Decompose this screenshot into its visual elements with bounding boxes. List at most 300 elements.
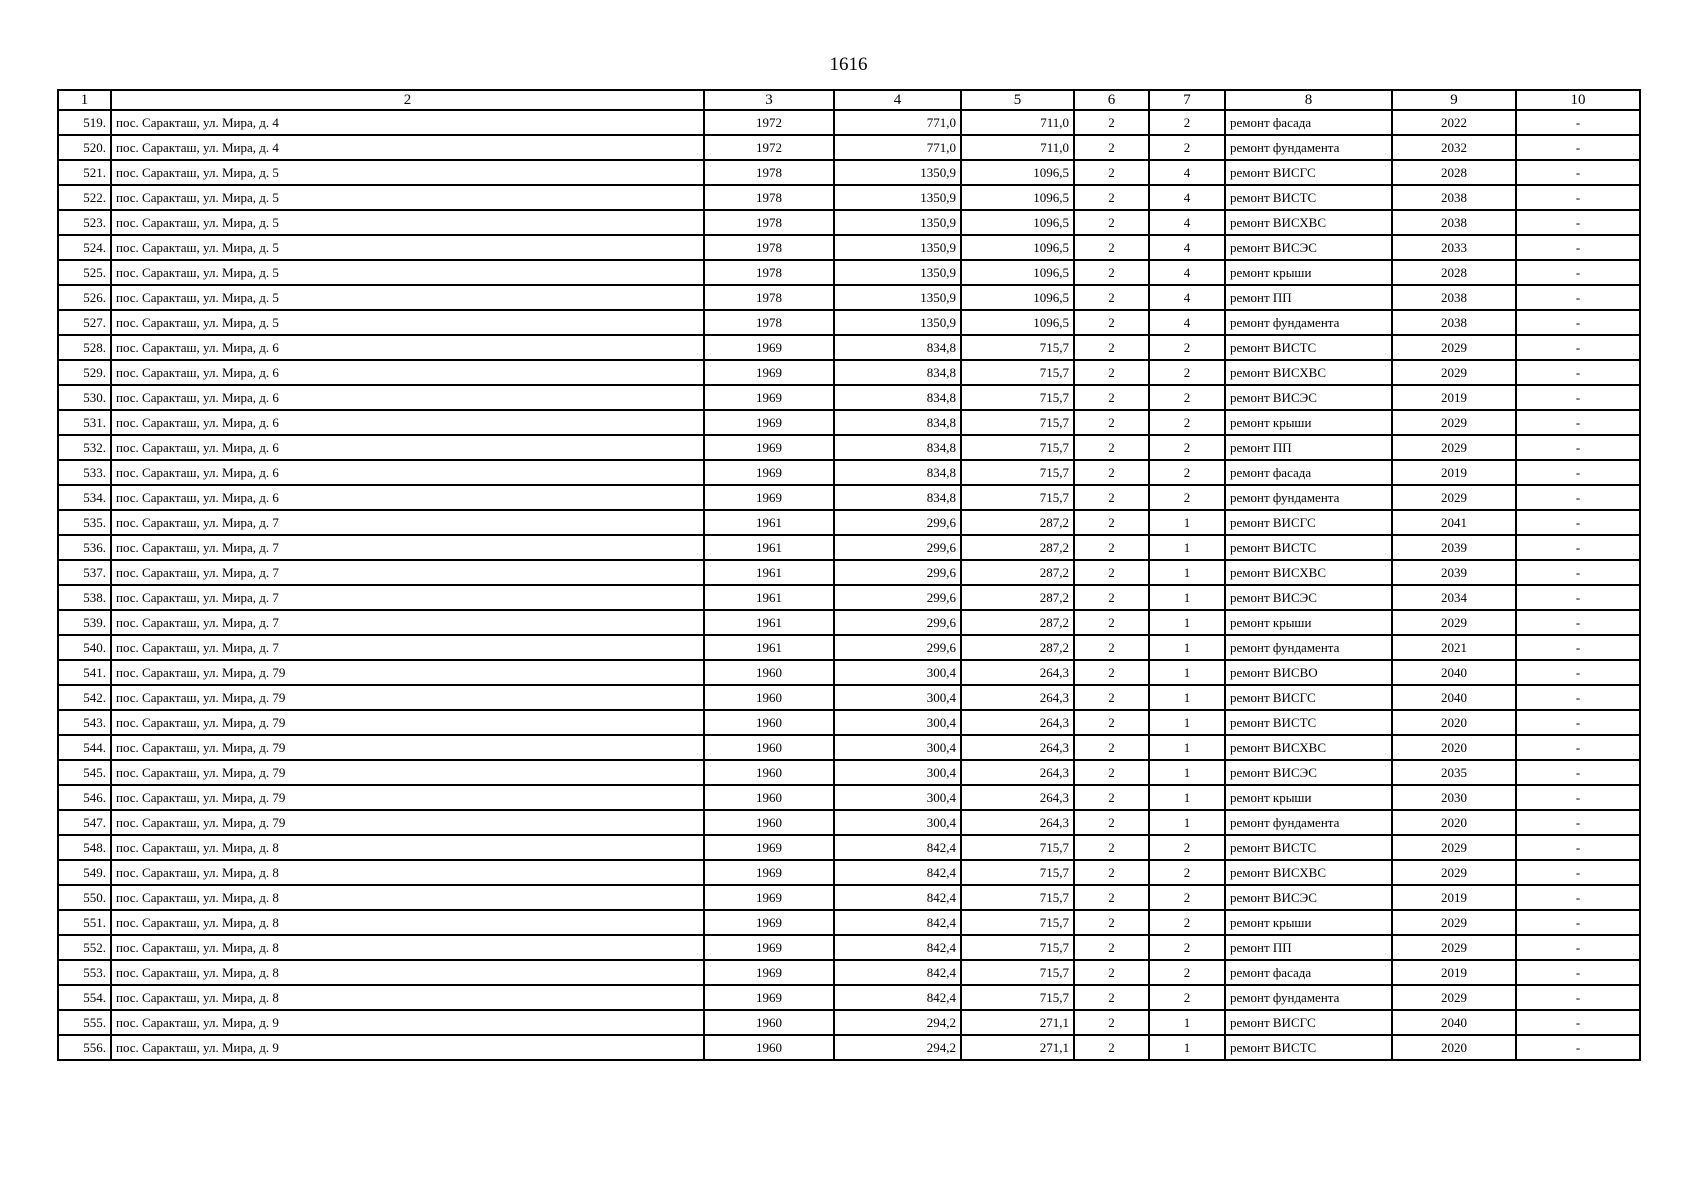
table-row [58,585,1640,610]
column-10-cell: - [1516,810,1640,835]
column-7-cell: 2 [1149,385,1225,410]
work-type-cell: ремонт ВИСЭС [1225,385,1392,410]
living-area-cell: 715,7 [961,335,1074,360]
column-7-cell: 4 [1149,185,1225,210]
work-type-cell: ремонт фасада [1225,960,1392,985]
living-area-cell: 1096,5 [961,310,1074,335]
column-7-cell: 1 [1149,560,1225,585]
living-area-cell: 264,3 [961,710,1074,735]
year-built-cell: 1969 [704,860,834,885]
column-10-cell: - [1516,1035,1640,1060]
column-header-2: 2 [111,90,704,110]
column-6-cell: 2 [1074,160,1149,185]
table-row [58,710,1640,735]
column-7-cell: 4 [1149,260,1225,285]
address-cell: пос. Саракташ, ул. Мира, д. 7 [111,535,704,560]
row-number: 520. [58,135,111,160]
work-type-cell: ремонт крыши [1225,785,1392,810]
column-7-cell: 4 [1149,210,1225,235]
column-6-cell: 2 [1074,185,1149,210]
table-row [58,760,1640,785]
column-7-cell: 2 [1149,485,1225,510]
planned-year-cell: 2038 [1392,210,1516,235]
column-6-cell: 2 [1074,560,1149,585]
address-cell: пос. Саракташ, ул. Мира, д. 6 [111,360,704,385]
table-row [58,460,1640,485]
column-10-cell: - [1516,235,1640,260]
table-row [58,235,1640,260]
planned-year-cell: 2035 [1392,760,1516,785]
work-type-cell: ремонт ВИСГС [1225,510,1392,535]
table-row [58,885,1640,910]
table-row [58,435,1640,460]
work-type-cell: ремонт фундамента [1225,485,1392,510]
work-type-cell: ремонт крыши [1225,260,1392,285]
column-header-1: 1 [58,90,111,110]
total-area-cell: 300,4 [834,810,961,835]
total-area-cell: 299,6 [834,510,961,535]
column-10-cell: - [1516,260,1640,285]
year-built-cell: 1969 [704,435,834,460]
planned-year-cell: 2022 [1392,110,1516,135]
column-6-cell: 2 [1074,510,1149,535]
address-cell: пос. Саракташ, ул. Мира, д. 7 [111,560,704,585]
address-cell: пос. Саракташ, ул. Мира, д. 8 [111,885,704,910]
column-6-cell: 2 [1074,685,1149,710]
column-7-cell: 2 [1149,110,1225,135]
column-10-cell: - [1516,285,1640,310]
year-built-cell: 1960 [704,1010,834,1035]
work-type-cell: ремонт ВИСТС [1225,335,1392,360]
year-built-cell: 1978 [704,235,834,260]
table-row [58,260,1640,285]
address-cell: пос. Саракташ, ул. Мира, д. 4 [111,135,704,160]
planned-year-cell: 2029 [1392,835,1516,860]
table-row [58,485,1640,510]
year-built-cell: 1969 [704,335,834,360]
planned-year-cell: 2038 [1392,310,1516,335]
column-header-4: 4 [834,90,961,110]
year-built-cell: 1961 [704,510,834,535]
table-row [58,310,1640,335]
column-7-cell: 4 [1149,310,1225,335]
column-10-cell: - [1516,460,1640,485]
column-10-cell: - [1516,635,1640,660]
column-6-cell: 2 [1074,910,1149,935]
column-7-cell: 2 [1149,135,1225,160]
row-number: 524. [58,235,111,260]
column-10-cell: - [1516,860,1640,885]
column-6-cell: 2 [1074,1035,1149,1060]
table-row [58,635,1640,660]
planned-year-cell: 2029 [1392,985,1516,1010]
table-row [58,1010,1640,1035]
living-area-cell: 271,1 [961,1035,1074,1060]
address-cell: пос. Саракташ, ул. Мира, д. 6 [111,485,704,510]
table-row [58,1035,1640,1060]
living-area-cell: 715,7 [961,935,1074,960]
column-6-cell: 2 [1074,260,1149,285]
table-row [58,835,1640,860]
work-type-cell: ремонт фундамента [1225,985,1392,1010]
column-header-5: 5 [961,90,1074,110]
year-built-cell: 1961 [704,635,834,660]
column-7-cell: 1 [1149,660,1225,685]
total-area-cell: 299,6 [834,560,961,585]
table-row [58,110,1640,135]
row-number: 548. [58,835,111,860]
work-type-cell: ремонт ВИСГС [1225,685,1392,710]
work-type-cell: ремонт ПП [1225,435,1392,460]
column-10-cell: - [1516,585,1640,610]
column-6-cell: 2 [1074,860,1149,885]
planned-year-cell: 2029 [1392,935,1516,960]
column-10-cell: - [1516,310,1640,335]
work-type-cell: ремонт фасада [1225,460,1392,485]
column-6-cell: 2 [1074,210,1149,235]
column-6-cell: 2 [1074,985,1149,1010]
column-6-cell: 2 [1074,460,1149,485]
column-7-cell: 1 [1149,760,1225,785]
address-cell: пос. Саракташ, ул. Мира, д. 6 [111,460,704,485]
column-6-cell: 2 [1074,385,1149,410]
living-area-cell: 287,2 [961,535,1074,560]
living-area-cell: 715,7 [961,860,1074,885]
total-area-cell: 1350,9 [834,260,961,285]
total-area-cell: 842,4 [834,885,961,910]
planned-year-cell: 2029 [1392,435,1516,460]
row-number: 527. [58,310,111,335]
column-7-cell: 4 [1149,235,1225,260]
work-type-cell: ремонт ВИСГС [1225,160,1392,185]
work-type-cell: ремонт крыши [1225,610,1392,635]
column-7-cell: 2 [1149,435,1225,460]
planned-year-cell: 2020 [1392,710,1516,735]
planned-year-cell: 2040 [1392,685,1516,710]
total-area-cell: 842,4 [834,835,961,860]
column-10-cell: - [1516,535,1640,560]
living-area-cell: 271,1 [961,1010,1074,1035]
address-cell: пос. Саракташ, ул. Мира, д. 5 [111,210,704,235]
work-type-cell: ремонт ВИСТС [1225,835,1392,860]
living-area-cell: 264,3 [961,735,1074,760]
total-area-cell: 834,8 [834,335,961,360]
column-10-cell: - [1516,610,1640,635]
row-number: 533. [58,460,111,485]
total-area-cell: 771,0 [834,135,961,160]
address-cell: пос. Саракташ, ул. Мира, д. 7 [111,585,704,610]
total-area-cell: 1350,9 [834,310,961,335]
column-6-cell: 2 [1074,835,1149,860]
column-7-cell: 2 [1149,835,1225,860]
total-area-cell: 771,0 [834,110,961,135]
table-row [58,510,1640,535]
year-built-cell: 1960 [704,785,834,810]
total-area-cell: 299,6 [834,635,961,660]
living-area-cell: 715,7 [961,435,1074,460]
total-area-cell: 299,6 [834,535,961,560]
row-number: 528. [58,335,111,360]
column-7-cell: 4 [1149,160,1225,185]
year-built-cell: 1969 [704,885,834,910]
year-built-cell: 1978 [704,185,834,210]
column-10-cell: - [1516,335,1640,360]
year-built-cell: 1961 [704,585,834,610]
work-type-cell: ремонт ВИСТС [1225,535,1392,560]
living-area-cell: 287,2 [961,560,1074,585]
total-area-cell: 1350,9 [834,160,961,185]
year-built-cell: 1960 [704,760,834,785]
address-cell: пос. Саракташ, ул. Мира, д. 5 [111,160,704,185]
planned-year-cell: 2039 [1392,560,1516,585]
address-cell: пос. Саракташ, ул. Мира, д. 79 [111,710,704,735]
column-7-cell: 2 [1149,985,1225,1010]
address-cell: пос. Саракташ, ул. Мира, д. 5 [111,285,704,310]
column-10-cell: - [1516,735,1640,760]
year-built-cell: 1969 [704,910,834,935]
total-area-cell: 842,4 [834,960,961,985]
address-cell: пос. Саракташ, ул. Мира, д. 8 [111,910,704,935]
column-header-3: 3 [704,90,834,110]
column-header-10: 10 [1516,90,1640,110]
total-area-cell: 834,8 [834,385,961,410]
row-number: 519. [58,110,111,135]
total-area-cell: 299,6 [834,610,961,635]
planned-year-cell: 2029 [1392,335,1516,360]
planned-year-cell: 2038 [1392,285,1516,310]
living-area-cell: 715,7 [961,360,1074,385]
living-area-cell: 715,7 [961,960,1074,985]
row-number: 526. [58,285,111,310]
column-6-cell: 2 [1074,235,1149,260]
column-10-cell: - [1516,685,1640,710]
total-area-cell: 834,8 [834,360,961,385]
planned-year-cell: 2029 [1392,360,1516,385]
row-number: 539. [58,610,111,635]
row-number: 534. [58,485,111,510]
column-10-cell: - [1516,560,1640,585]
table-row [58,735,1640,760]
living-area-cell: 264,3 [961,810,1074,835]
living-area-cell: 287,2 [961,585,1074,610]
work-type-cell: ремонт фундамента [1225,635,1392,660]
planned-year-cell: 2019 [1392,960,1516,985]
living-area-cell: 1096,5 [961,210,1074,235]
total-area-cell: 1350,9 [834,210,961,235]
table-row [58,135,1640,160]
total-area-cell: 834,8 [834,460,961,485]
total-area-cell: 294,2 [834,1010,961,1035]
work-type-cell: ремонт ПП [1225,285,1392,310]
planned-year-cell: 2019 [1392,460,1516,485]
table-row [58,810,1640,835]
work-type-cell: ремонт ВИСХВС [1225,860,1392,885]
column-7-cell: 2 [1149,935,1225,960]
total-area-cell: 300,4 [834,685,961,710]
table-row [58,860,1640,885]
living-area-cell: 287,2 [961,610,1074,635]
year-built-cell: 1969 [704,460,834,485]
work-type-cell: ремонт ВИСЭС [1225,585,1392,610]
address-cell: пос. Саракташ, ул. Мира, д. 4 [111,110,704,135]
column-6-cell: 2 [1074,710,1149,735]
living-area-cell: 715,7 [961,885,1074,910]
table-row [58,385,1640,410]
planned-year-cell: 2019 [1392,385,1516,410]
table-row [58,160,1640,185]
column-6-cell: 2 [1074,760,1149,785]
row-number: 552. [58,935,111,960]
column-header-9: 9 [1392,90,1516,110]
planned-year-cell: 2029 [1392,485,1516,510]
column-7-cell: 1 [1149,610,1225,635]
living-area-cell: 715,7 [961,985,1074,1010]
column-6-cell: 2 [1074,635,1149,660]
total-area-cell: 834,8 [834,410,961,435]
column-10-cell: - [1516,160,1640,185]
planned-year-cell: 2020 [1392,810,1516,835]
year-built-cell: 1960 [704,685,834,710]
page-number: 1616 [829,54,868,75]
year-built-cell: 1978 [704,210,834,235]
address-cell: пос. Саракташ, ул. Мира, д. 8 [111,860,704,885]
year-built-cell: 1969 [704,960,834,985]
year-built-cell: 1972 [704,135,834,160]
column-6-cell: 2 [1074,810,1149,835]
work-type-cell: ремонт фундамента [1225,810,1392,835]
total-area-cell: 842,4 [834,860,961,885]
column-10-cell: - [1516,1010,1640,1035]
column-10-cell: - [1516,385,1640,410]
year-built-cell: 1960 [704,1035,834,1060]
total-area-cell: 1350,9 [834,235,961,260]
column-10-cell: - [1516,960,1640,985]
column-10-cell: - [1516,760,1640,785]
column-6-cell: 2 [1074,535,1149,560]
year-built-cell: 1961 [704,535,834,560]
column-6-cell: 2 [1074,310,1149,335]
column-7-cell: 1 [1149,535,1225,560]
column-7-cell: 1 [1149,810,1225,835]
table-row [58,985,1640,1010]
total-area-cell: 842,4 [834,985,961,1010]
living-area-cell: 715,7 [961,385,1074,410]
column-7-cell: 2 [1149,960,1225,985]
living-area-cell: 715,7 [961,410,1074,435]
total-area-cell: 300,4 [834,785,961,810]
table-row [58,360,1640,385]
row-number: 550. [58,885,111,910]
column-7-cell: 1 [1149,1010,1225,1035]
work-type-cell: ремонт ВИСТС [1225,185,1392,210]
table-row [58,210,1640,235]
address-cell: пос. Саракташ, ул. Мира, д. 5 [111,310,704,335]
table-row [58,660,1640,685]
column-6-cell: 2 [1074,885,1149,910]
table-row [58,685,1640,710]
table-row [58,935,1640,960]
year-built-cell: 1969 [704,935,834,960]
column-6-cell: 2 [1074,585,1149,610]
column-6-cell: 2 [1074,610,1149,635]
planned-year-cell: 2019 [1392,885,1516,910]
row-number: 545. [58,760,111,785]
column-10-cell: - [1516,410,1640,435]
row-number: 546. [58,785,111,810]
year-built-cell: 1969 [704,985,834,1010]
total-area-cell: 834,8 [834,485,961,510]
year-built-cell: 1960 [704,735,834,760]
work-type-cell: ремонт ВИСЭС [1225,235,1392,260]
planned-year-cell: 2041 [1392,510,1516,535]
living-area-cell: 287,2 [961,510,1074,535]
column-6-cell: 2 [1074,435,1149,460]
work-type-cell: ремонт ПП [1225,935,1392,960]
work-type-cell: ремонт фундамента [1225,135,1392,160]
table-row [58,960,1640,985]
living-area-cell: 287,2 [961,635,1074,660]
column-10-cell: - [1516,360,1640,385]
address-cell: пос. Саракташ, ул. Мира, д. 79 [111,810,704,835]
year-built-cell: 1969 [704,385,834,410]
total-area-cell: 1350,9 [834,185,961,210]
planned-year-cell: 2029 [1392,410,1516,435]
column-6-cell: 2 [1074,785,1149,810]
total-area-cell: 300,4 [834,660,961,685]
living-area-cell: 1096,5 [961,260,1074,285]
work-type-cell: ремонт фасада [1225,110,1392,135]
table-body [58,110,1640,1060]
living-area-cell: 711,0 [961,110,1074,135]
column-10-cell: - [1516,210,1640,235]
work-type-cell: ремонт фундамента [1225,310,1392,335]
column-10-cell: - [1516,885,1640,910]
work-type-cell: ремонт ВИСХВС [1225,210,1392,235]
work-type-cell: ремонт ВИСЭС [1225,760,1392,785]
planned-year-cell: 2029 [1392,910,1516,935]
column-7-cell: 1 [1149,585,1225,610]
total-area-cell: 842,4 [834,910,961,935]
living-area-cell: 715,7 [961,835,1074,860]
column-10-cell: - [1516,985,1640,1010]
work-type-cell: ремонт ВИСХВС [1225,735,1392,760]
repair-registry-table [57,89,1641,1061]
address-cell: пос. Саракташ, ул. Мира, д. 5 [111,235,704,260]
column-7-cell: 2 [1149,410,1225,435]
planned-year-cell: 2020 [1392,1035,1516,1060]
row-number: 555. [58,1010,111,1035]
address-cell: пос. Саракташ, ул. Мира, д. 9 [111,1010,704,1035]
address-cell: пос. Саракташ, ул. Мира, д. 7 [111,635,704,660]
address-cell: пос. Саракташ, ул. Мира, д. 7 [111,610,704,635]
column-10-cell: - [1516,185,1640,210]
total-area-cell: 300,4 [834,735,961,760]
column-7-cell: 2 [1149,360,1225,385]
work-type-cell: ремонт ВИСТС [1225,1035,1392,1060]
row-number: 536. [58,535,111,560]
row-number: 540. [58,635,111,660]
planned-year-cell: 2040 [1392,1010,1516,1035]
address-cell: пос. Саракташ, ул. Мира, д. 79 [111,785,704,810]
year-built-cell: 1978 [704,260,834,285]
column-10-cell: - [1516,835,1640,860]
work-type-cell: ремонт ВИСГС [1225,1010,1392,1035]
year-built-cell: 1960 [704,810,834,835]
column-6-cell: 2 [1074,285,1149,310]
address-cell: пос. Саракташ, ул. Мира, д. 8 [111,985,704,1010]
address-cell: пос. Саракташ, ул. Мира, д. 79 [111,760,704,785]
planned-year-cell: 2029 [1392,860,1516,885]
